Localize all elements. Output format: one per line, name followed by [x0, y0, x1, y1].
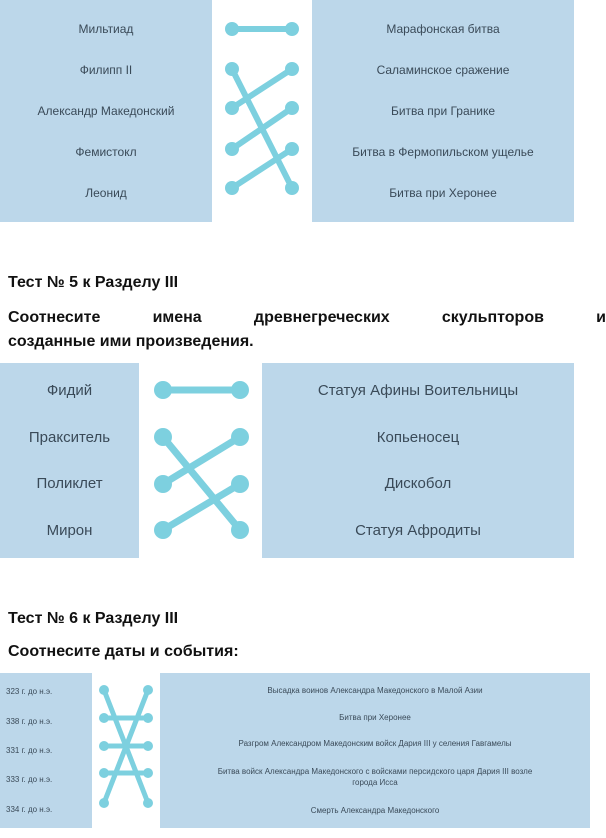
- t6-left-item: 323 г. до н.э.: [6, 687, 53, 697]
- t5-link-line: [163, 484, 240, 530]
- t5-link-dot: [231, 475, 249, 493]
- t5-link-dot: [154, 381, 172, 399]
- t6-link-dot: [99, 741, 109, 751]
- t4-link-dot: [285, 101, 299, 115]
- t6-right-panel: [160, 673, 590, 828]
- t6-left-item: 333 г. до н.э.: [6, 775, 53, 785]
- t4-right-item: Марафонская битва: [386, 21, 500, 36]
- t4-right-item: Битва при Херонее: [389, 186, 497, 201]
- t6-right-item: Битва при Херонее: [339, 712, 411, 722]
- t6-link-dot: [143, 741, 153, 751]
- t6-link-line: [104, 690, 148, 803]
- t6-link-dot: [143, 713, 153, 723]
- t6-right-item: Высадка воинов Александра Македонского в Малой Азии: [267, 685, 483, 695]
- t5-link-line: [163, 437, 240, 530]
- t5-right-item: Копьеносец: [376, 428, 460, 446]
- t5-right-item: Статуя Афины Воительницы: [317, 381, 519, 399]
- t6-link-dot: [99, 713, 109, 723]
- t5-link-dot: [231, 428, 249, 446]
- test6-title: Тест № 6 к Разделу III: [8, 610, 179, 627]
- t5-right-item: Статуя Афродиты: [355, 522, 481, 540]
- test5-question-line2: созданные ими произведения.: [8, 333, 254, 350]
- t6-link-dot: [143, 768, 153, 778]
- t6-left-panel: [0, 673, 92, 828]
- t6-right-item: Разгром Александром Македонским войск Дария III у селения Гавгамелы: [238, 739, 512, 749]
- t5-links: [154, 381, 249, 539]
- t6-left-item: 334 г. до н.э.: [6, 804, 53, 814]
- t5-left-panel: [0, 363, 139, 558]
- t5-link-dot: [154, 521, 172, 539]
- t4-link-dot: [285, 62, 299, 76]
- t6-link-dot: [143, 685, 153, 695]
- t6-link-line: [104, 690, 148, 803]
- test5-question-word: скульпторов: [441, 309, 544, 326]
- t5-left-item: Поликлет: [36, 475, 103, 493]
- test5-question-word: Соотнесите: [8, 309, 101, 326]
- t5-link-line: [163, 437, 240, 484]
- t5-link-dot: [154, 428, 172, 446]
- t4-right-item: Битва при Гранике: [390, 103, 496, 118]
- test6-question: Соотнесите даты и события:: [8, 643, 239, 660]
- test5-question: [8, 306, 606, 354]
- t4-link-line: [232, 108, 292, 149]
- t4-link-dot: [225, 101, 239, 115]
- t4-link-line: [232, 149, 292, 188]
- test5-question-word: древнегреческих: [253, 309, 390, 326]
- t4-right-panel: [312, 0, 574, 222]
- test5-question-word: имена: [152, 309, 202, 326]
- t6-left-item: 331 г. до н.э.: [6, 745, 53, 755]
- test5-question-word: и: [596, 309, 606, 326]
- t6-right-item: Битва войск Александра Македонского с войсками персидского царя Дария III возле города Исса: [217, 767, 533, 788]
- t4-left-item: Мильтиад: [78, 21, 134, 36]
- t5-link-dot: [154, 475, 172, 493]
- t4-links: [225, 22, 299, 195]
- t4-link-dot: [225, 62, 239, 76]
- t4-link-dot: [225, 181, 239, 195]
- t4-right-item: Саламинское сражение: [376, 62, 510, 77]
- t5-left-item: Пракситель: [28, 428, 111, 446]
- t4-link-dot: [225, 22, 239, 36]
- t4-right-item: Битва в Фермопильском ущелье: [352, 145, 534, 160]
- t5-right-item: Дискобол: [384, 475, 452, 493]
- t6-link-dot: [99, 768, 109, 778]
- t6-link-dot: [99, 685, 109, 695]
- t4-link-dot: [225, 142, 239, 156]
- t4-link-line: [232, 69, 292, 108]
- t4-left-panel: [0, 0, 212, 222]
- t6-links: [99, 685, 153, 808]
- t5-right-panel: [262, 363, 574, 558]
- t4-link-line: [232, 69, 292, 188]
- t5-left-item: Мирон: [46, 522, 93, 540]
- t4-left-item: Филипп II: [79, 62, 133, 77]
- t4-link-dot: [285, 181, 299, 195]
- t4-left-item: Александр Македонский: [37, 103, 175, 118]
- t6-link-dot: [99, 798, 109, 808]
- t6-left-item: 338 г. до н.э.: [6, 716, 53, 726]
- t6-right-item: Смерть Александра Македонского: [310, 806, 440, 816]
- t4-left-item: Леонид: [85, 186, 127, 201]
- test5-title: Тест № 5 к Разделу III: [8, 274, 179, 291]
- t4-link-dot: [285, 22, 299, 36]
- t5-link-dot: [231, 521, 249, 539]
- t4-left-item: Фемистокл: [75, 145, 137, 160]
- t6-link-dot: [143, 798, 153, 808]
- t4-link-dot: [285, 142, 299, 156]
- t5-left-item: Фидий: [46, 381, 93, 399]
- t5-link-dot: [231, 381, 249, 399]
